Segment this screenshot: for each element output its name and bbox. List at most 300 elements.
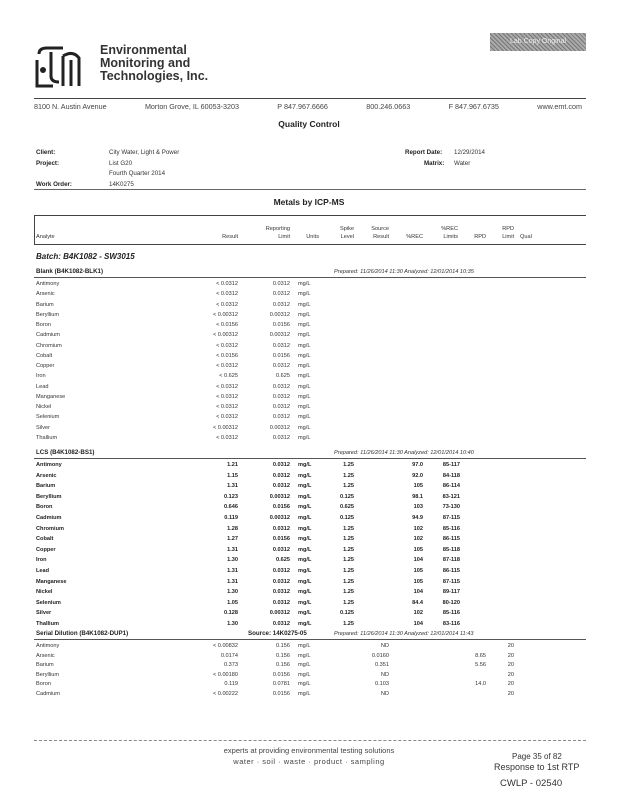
table-cell: Selenium: [36, 414, 60, 421]
table-cell: Boron: [36, 504, 53, 511]
table-cell: mg/L: [298, 322, 311, 328]
table-cell: 1.28: [227, 525, 238, 532]
table-cell: 0.0312: [272, 393, 290, 400]
table-row: [36, 302, 586, 311]
table-cell: 0.646: [224, 504, 238, 511]
response-label: Response to 1st RTP: [494, 762, 580, 772]
table-cell: mg/L: [298, 515, 312, 521]
table-row: [36, 504, 586, 513]
table-cell: Arsenic: [36, 652, 55, 659]
table-cell: mg/L: [298, 536, 312, 543]
table-cell: 102: [413, 610, 423, 617]
col-reporting-1: Reporting: [265, 226, 290, 232]
dup-prepared: Prepared: 11/26/2014 11:30 Analyzed: 12/01/2014 11:43: [334, 631, 474, 637]
table-cell: 0.156: [276, 662, 290, 669]
table-cell: 1.25: [343, 599, 354, 606]
table-cell: Nickel: [36, 404, 52, 410]
table-row: [36, 515, 586, 524]
project-value-2: Fourth Quarter 2014: [109, 170, 166, 177]
table-cell: < 0.0312: [216, 434, 238, 441]
table-row: [36, 494, 586, 503]
report-date-label: Report Date:: [405, 149, 443, 156]
table-cell: 87-115: [442, 515, 460, 521]
table-cell: < 0.0312: [216, 301, 238, 308]
tollfree: 800.246.0663: [366, 102, 411, 111]
table-cell: 1.25: [343, 462, 354, 468]
table-cell: mg/L: [298, 352, 311, 359]
table-cell: 0.0156: [272, 322, 290, 328]
table-cell: 0.156: [276, 643, 290, 649]
page-number: Page 35 of 82: [512, 752, 562, 761]
table-cell: 0.0156: [272, 352, 290, 359]
table-cell: 92.0: [412, 472, 423, 479]
table-row: [36, 384, 586, 393]
table-cell: 0.00312: [269, 311, 290, 318]
batch-title: Batch: B4K1082 - SW3015: [36, 252, 135, 261]
table-cell: 105: [413, 483, 423, 490]
table-cell: 104: [413, 557, 423, 564]
table-cell: 0.0156: [272, 504, 290, 511]
table-cell: 85-117: [442, 462, 460, 468]
table-cell: mg/L: [298, 472, 312, 479]
table-cell: 1.25: [343, 472, 354, 479]
table-cell: Cadmium: [36, 691, 60, 697]
table-row: [36, 568, 586, 577]
table-cell: Iron: [36, 557, 47, 564]
table-cell: 5.56: [475, 662, 486, 669]
table-cell: 0.0312: [272, 462, 290, 468]
table-cell: mg/L: [298, 671, 311, 678]
table-row: [36, 589, 586, 598]
table-cell: < 0.0156: [216, 352, 238, 359]
workorder-label: Work Order:: [36, 181, 72, 188]
table-row: [36, 435, 586, 444]
col-rpdlimit-2: Limit: [502, 234, 514, 240]
table-cell: 84.4: [412, 599, 423, 606]
table-cell: 0.0312: [272, 621, 290, 627]
table-cell: 105: [413, 568, 423, 574]
lcs-title: LCS (B4K1082-BS1): [36, 449, 95, 456]
table-row: [36, 600, 586, 609]
table-cell: 0.0312: [272, 578, 290, 585]
table-cell: 1.25: [343, 483, 354, 490]
table-cell: 86-115: [442, 568, 460, 574]
table-cell: < 0.00312: [212, 311, 238, 318]
table-cell: 0.119: [224, 681, 238, 688]
table-cell: Barium: [36, 483, 56, 490]
table-cell: Iron: [36, 373, 46, 380]
table-cell: 0.0156: [272, 691, 290, 697]
table-row: [36, 394, 586, 403]
table-cell: mg/L: [298, 393, 311, 400]
table-row: [36, 579, 586, 588]
table-cell: 0.0312: [272, 383, 290, 390]
table-cell: 0.0312: [272, 434, 290, 441]
table-cell: 85-118: [442, 546, 460, 553]
table-cell: mg/L: [298, 578, 312, 585]
table-cell: ND: [380, 691, 389, 697]
table-cell: 0.0312: [272, 404, 290, 410]
col-analyte: Analyte: [36, 234, 55, 240]
doc-title: Quality Control: [278, 119, 340, 129]
table-cell: 0.0312: [272, 546, 290, 553]
table-cell: Manganese: [36, 578, 67, 585]
table-cell: 1.21: [227, 462, 238, 468]
table-cell: 86-115: [442, 536, 460, 543]
street-address: 8100 N. Austin Avenue: [34, 102, 107, 111]
table-row: [36, 483, 586, 492]
col-qual: Qual: [520, 234, 532, 240]
col-rpdlimit-1: RPD: [502, 226, 514, 232]
client-value: City Water, Light & Power: [109, 149, 180, 156]
table-cell: 94.9: [412, 515, 423, 521]
client-label: Client:: [36, 149, 56, 156]
project-label: Project:: [36, 160, 60, 167]
table-cell: Cadmium: [36, 515, 62, 521]
website: www.emt.com: [537, 102, 582, 111]
company-logo-icon: [33, 46, 93, 90]
col-units: Units: [306, 234, 319, 240]
project-value-1: List G20: [109, 160, 133, 167]
table-cell: 20: [507, 652, 514, 659]
table-cell: 84-118: [442, 472, 460, 479]
table-row: [36, 373, 586, 382]
table-cell: 1.25: [343, 589, 354, 596]
table-cell: Copper: [36, 363, 55, 369]
table-cell: Lead: [36, 383, 49, 390]
table-cell: mg/L: [298, 691, 311, 697]
table-cell: 0.128: [224, 610, 238, 617]
company-name: [100, 44, 208, 83]
table-cell: 1.25: [343, 568, 354, 574]
table-cell: mg/L: [298, 332, 311, 339]
dup-title: Serial Dilution (B4K1082-DUP1): [36, 630, 129, 637]
table-cell: 20: [507, 691, 514, 697]
table-cell: 0.0312: [272, 483, 290, 490]
table-cell: 1.30: [227, 589, 238, 596]
dup-source: Source: 14K0275-05: [248, 630, 307, 637]
table-cell: < 0.0312: [216, 281, 238, 287]
table-cell: 83-116: [442, 621, 460, 627]
table-cell: mg/L: [298, 504, 312, 511]
table-cell: 104: [413, 589, 423, 596]
col-rec: %REC: [406, 234, 423, 240]
table-cell: mg/L: [298, 373, 311, 380]
col-reclimits-2: Limits: [443, 234, 458, 240]
table-row: [36, 425, 586, 434]
address-line: [34, 102, 582, 111]
table-cell: Boron: [36, 681, 51, 688]
table-cell: 20: [507, 671, 514, 678]
table-cell: 1.31: [227, 568, 238, 574]
company-line-3: Technologies, Inc.: [100, 69, 209, 83]
table-row: [36, 473, 586, 482]
dup-rule: [34, 639, 586, 640]
info-rule: [34, 189, 586, 190]
table-cell: 0.351: [375, 662, 389, 669]
table-cell: 0.125: [340, 610, 354, 617]
col-rpd: RPD: [474, 234, 486, 240]
table-cell: 86-114: [442, 483, 460, 490]
table-cell: mg/L: [298, 610, 312, 617]
table-row: [36, 353, 586, 362]
table-cell: 98.1: [412, 493, 423, 500]
table-cell: 0.0312: [272, 281, 290, 287]
lab-copy-stamp: Lab Copy Original: [490, 33, 586, 51]
col-source-2: Result: [373, 234, 389, 240]
table-cell: 20: [507, 662, 514, 669]
col-reporting-2: Limit: [278, 234, 290, 240]
table-cell: 20: [507, 681, 514, 688]
table-cell: mg/L: [298, 414, 311, 421]
table-cell: 85-116: [442, 525, 460, 532]
col-result: Result: [222, 234, 238, 240]
table-cell: 0.0312: [272, 342, 290, 349]
table-cell: 85-116: [442, 610, 460, 617]
table-row: [36, 363, 586, 372]
table-cell: 1.25: [343, 578, 354, 585]
table-cell: < 0.0312: [216, 383, 238, 390]
table-cell: < 0.0312: [216, 404, 238, 410]
table-cell: 0.0312: [272, 301, 290, 308]
company-line-1: Environmental: [100, 43, 187, 57]
table-cell: mg/L: [298, 589, 312, 596]
city-address: Morton Grove, IL 60053-3203: [144, 102, 239, 111]
table-cell: Arsenic: [36, 472, 57, 479]
table-cell: 0.0312: [272, 589, 290, 596]
table-cell: mg/L: [298, 643, 311, 649]
table-row: [36, 672, 586, 681]
table-cell: Copper: [36, 546, 56, 553]
table-cell: mg/L: [298, 546, 312, 553]
table-cell: 0.0174: [220, 652, 238, 659]
table-cell: 0.0160: [371, 652, 389, 659]
table-cell: < 0.00312: [212, 332, 238, 339]
table-cell: Arsenic: [36, 291, 55, 298]
table-cell: 103: [413, 504, 423, 511]
table-cell: mg/L: [298, 493, 312, 500]
section-title: Metals by ICP-MS: [273, 197, 345, 207]
table-cell: < 0.625: [219, 373, 238, 380]
table-cell: 0.123: [224, 493, 238, 500]
table-cell: 0.0312: [272, 414, 290, 421]
table-cell: 73-130: [442, 504, 460, 511]
lcs-prepared: Prepared: 11/26/2014 11:30 Analyzed: 12/01/2014 10:40: [334, 450, 474, 456]
table-cell: Antimony: [36, 643, 60, 649]
workorder-value: 14K0275: [109, 181, 134, 188]
table-cell: Manganese: [36, 393, 66, 400]
table-cell: 89-117: [442, 589, 460, 596]
table-cell: 0.00312: [269, 515, 290, 521]
table-cell: 1.31: [227, 483, 238, 490]
table-cell: < 0.0312: [216, 393, 238, 400]
table-cell: mg/L: [298, 462, 312, 468]
table-cell: 0.0312: [272, 599, 290, 606]
table-cell: mg/L: [298, 363, 311, 369]
table-cell: 0.625: [276, 373, 290, 380]
table-cell: < 0.0156: [216, 322, 238, 328]
table-cell: < 0.00180: [212, 671, 238, 678]
col-spike-2: Level: [340, 234, 354, 240]
table-cell: mg/L: [298, 681, 311, 688]
table-cell: mg/L: [298, 383, 311, 390]
table-cell: 0.0156: [272, 536, 290, 543]
table-cell: 0.0312: [272, 363, 290, 369]
col-source-1: Source: [371, 226, 389, 232]
table-cell: mg/L: [298, 652, 311, 659]
table-row: [36, 291, 586, 300]
table-cell: 104: [413, 621, 423, 627]
report-date-value: 12/29/2014: [454, 149, 485, 156]
company-line-2: Monitoring and: [100, 56, 191, 70]
matrix-label: Matrix:: [424, 160, 445, 167]
table-cell: 0.0781: [272, 681, 290, 688]
table-cell: mg/L: [298, 404, 311, 410]
table-row: [36, 343, 586, 352]
table-cell: 0.0156: [272, 671, 290, 678]
table-cell: 0.125: [340, 493, 354, 500]
phone: P 847.967.6666: [277, 102, 328, 111]
table-cell: 83-121: [442, 493, 460, 500]
table-row: [36, 547, 586, 556]
table-cell: 8.65: [475, 652, 486, 659]
table-cell: mg/L: [298, 342, 311, 349]
table-cell: 0.625: [340, 504, 354, 511]
table-cell: Beryllium: [36, 311, 60, 318]
table-cell: Thallium: [36, 434, 58, 441]
table-cell: mg/L: [298, 424, 311, 431]
table-cell: 0.373: [224, 662, 238, 669]
table-cell: Nickel: [36, 589, 53, 596]
table-cell: 1.31: [227, 578, 238, 585]
table-cell: 102: [413, 536, 423, 543]
table-row: [36, 653, 586, 662]
table-cell: mg/L: [298, 599, 312, 606]
table-cell: Chromium: [36, 525, 64, 532]
table-cell: mg/L: [298, 568, 312, 574]
table-cell: 1.25: [343, 621, 354, 627]
table-cell: mg/L: [298, 301, 311, 308]
table-cell: Cobalt: [36, 352, 53, 359]
table-cell: 0.00312: [269, 424, 290, 431]
table-cell: 97.0: [412, 462, 423, 468]
table-row: [36, 322, 586, 331]
table-cell: 102: [413, 525, 423, 532]
table-cell: Barium: [36, 301, 54, 308]
table-cell: mg/L: [298, 557, 312, 564]
table-row: [36, 281, 586, 290]
footer-rule: [34, 740, 586, 741]
table-cell: 0.119: [224, 515, 238, 521]
table-cell: 0.0312: [272, 568, 290, 574]
table-cell: mg/L: [298, 291, 311, 298]
table-cell: 105: [413, 578, 423, 585]
table-cell: Chromium: [36, 342, 62, 349]
table-cell: 1.25: [343, 546, 354, 553]
table-row: [36, 643, 586, 652]
table-row: [36, 332, 586, 341]
table-cell: 0.00312: [269, 610, 290, 617]
table-cell: 20: [507, 643, 514, 649]
table-cell: 0.00312: [269, 493, 290, 500]
table-cell: mg/L: [298, 311, 311, 318]
table-row: [36, 691, 586, 700]
table-cell: 1.30: [227, 557, 238, 564]
table-cell: < 0.0312: [216, 363, 238, 369]
table-cell: 1.30: [227, 621, 238, 627]
table-row: [36, 536, 586, 545]
table-cell: Barium: [36, 662, 54, 669]
table-cell: 0.625: [276, 557, 290, 564]
table-cell: mg/L: [298, 662, 311, 669]
table-cell: Beryllium: [36, 671, 60, 678]
table-cell: 0.156: [276, 652, 290, 659]
table-cell: < 0.0312: [216, 291, 238, 298]
table-cell: Selenium: [36, 599, 61, 606]
table-cell: 1.15: [227, 472, 238, 479]
fax: F 847.967.6735: [448, 102, 499, 111]
table-row: [36, 526, 586, 535]
table-cell: mg/L: [298, 525, 312, 532]
table-cell: Silver: [36, 424, 50, 431]
table-cell: < 0.0312: [216, 342, 238, 349]
table-cell: Beryllium: [36, 493, 62, 500]
blank-title: Blank (B4K1082-BLK1): [36, 268, 104, 275]
table-row: [36, 621, 586, 630]
footer-tagline: experts at providing environmental testing solutions: [223, 746, 395, 755]
table-cell: 1.27: [227, 536, 238, 543]
table-cell: < 0.00312: [212, 424, 238, 431]
table-cell: 105: [413, 546, 423, 553]
footer-services: water · soil · waste · product · sampling: [233, 757, 385, 766]
table-row: [36, 462, 586, 471]
table-row: [36, 662, 586, 671]
table-cell: ND: [380, 643, 389, 649]
table-row: [36, 404, 586, 413]
table-cell: mg/L: [298, 621, 312, 627]
table-cell: 1.25: [343, 557, 354, 564]
blank-rule: [34, 277, 586, 278]
table-cell: Cobalt: [36, 536, 54, 543]
table-cell: < 0.00832: [212, 643, 238, 649]
table-cell: 14.0: [475, 681, 486, 688]
table-cell: Thallium: [36, 621, 59, 627]
bates-code: CWLP - 02540: [500, 778, 563, 789]
table-row: [36, 414, 586, 423]
table-cell: 0.0312: [272, 525, 290, 532]
table-cell: Cadmium: [36, 332, 60, 339]
table-cell: 0.0312: [272, 291, 290, 298]
table-cell: 80-120: [442, 599, 460, 606]
lcs-rule: [34, 458, 586, 459]
table-cell: Lead: [36, 568, 50, 574]
table-cell: 87-115: [442, 578, 460, 585]
table-cell: 0.125: [340, 515, 354, 521]
table-cell: 0.00312: [269, 332, 290, 339]
table-cell: Boron: [36, 322, 51, 328]
blank-prepared: Prepared: 11/26/2014 11:30 Analyzed: 12/01/2014 10:35: [334, 269, 474, 275]
table-cell: < 0.0312: [216, 414, 238, 421]
table-row: [36, 312, 586, 321]
table-cell: < 0.00222: [212, 691, 238, 697]
table-cell: Silver: [36, 610, 52, 617]
table-row: [36, 557, 586, 566]
header-rule: [34, 98, 586, 99]
table-row: [36, 610, 586, 619]
table-cell: mg/L: [298, 483, 312, 490]
col-reclimits-1: %REC: [441, 226, 458, 232]
matrix-value: Water: [454, 160, 471, 167]
